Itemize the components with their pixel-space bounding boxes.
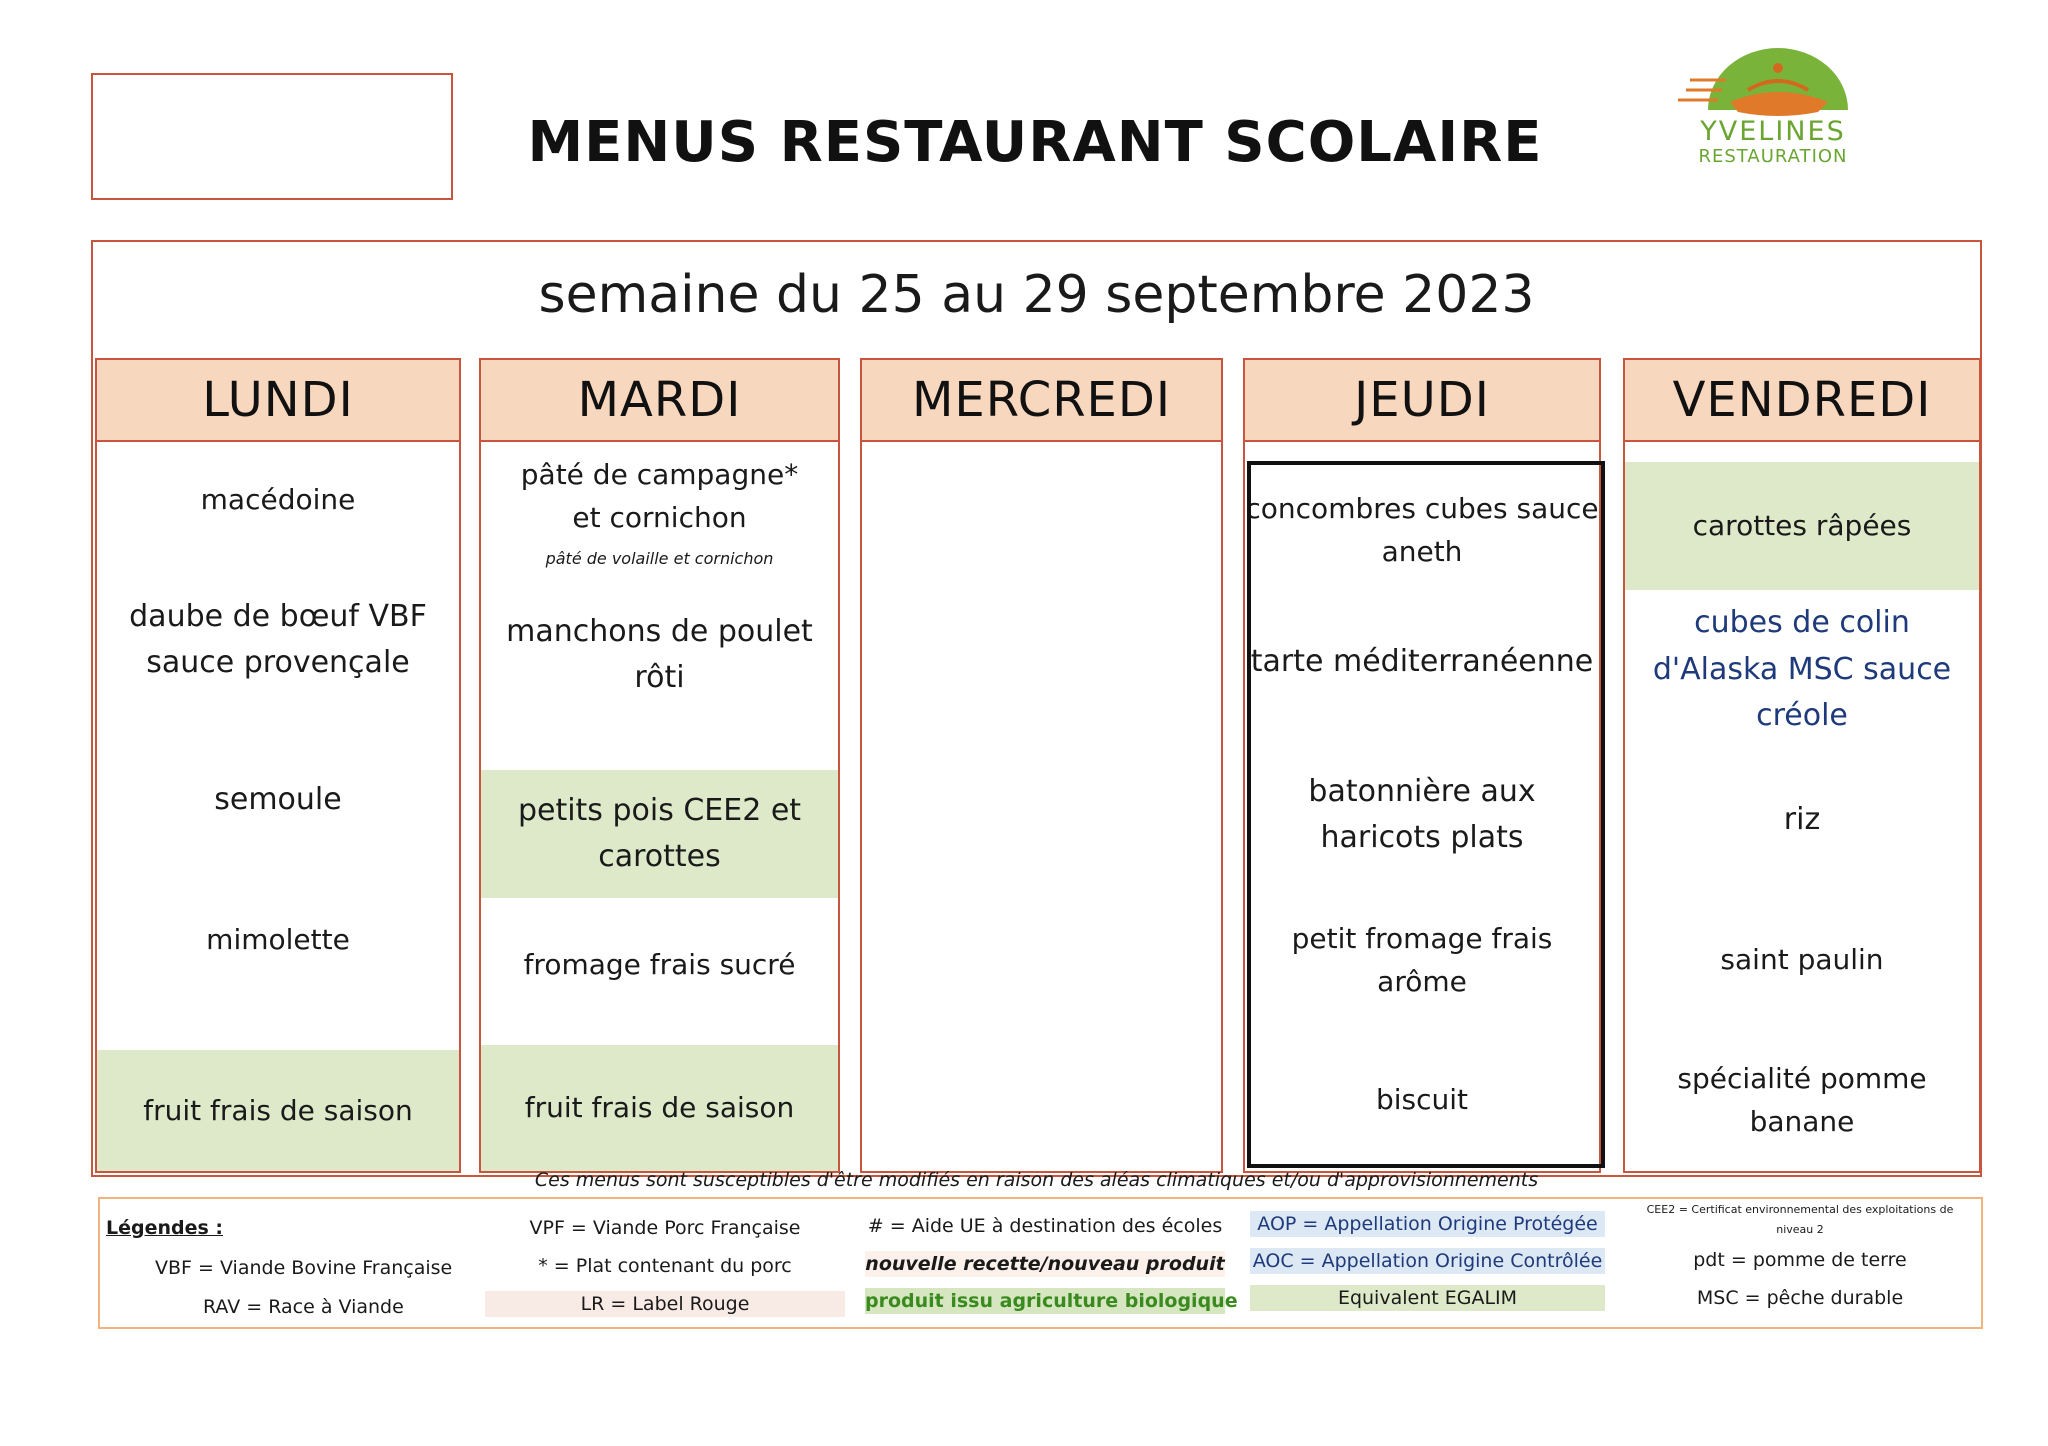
menu-item-side: riz [1783, 801, 1821, 837]
week-title: semaine du 25 au 29 septembre 2023 [538, 265, 1535, 325]
legend-vpf: VPF = Viande Porc Française [529, 1217, 801, 1239]
logo-text-yvelines: YVELINES [1700, 116, 1846, 147]
menu-item-cheese: fromage frais sucré [523, 948, 796, 982]
day-header: VENDREDI [1625, 360, 1979, 442]
day-column-lundi [95, 358, 461, 1173]
day-header: JEUDI [1245, 360, 1599, 442]
menu-item-cheese: saint paulin [1720, 943, 1884, 977]
menu-item-cheese: petit fromage frais arôme [1291, 921, 1553, 998]
menu-item-main: tarte méditerranéenne [1250, 644, 1594, 680]
menu-item-starter: concombres cubes sauce aneth [1245, 491, 1599, 568]
day-column-vendredi [1623, 358, 1981, 1173]
page-title: MENUS RESTAURANT SCOLAIRE [527, 110, 1543, 175]
menu-item-dessert: fruit frais de saison [481, 1045, 838, 1171]
day-header: LUNDI [97, 360, 459, 442]
legend-pdt: pdt = pomme de terre [1693, 1249, 1907, 1271]
legend-cee2-line2: niveau 2 [1776, 1223, 1824, 1236]
menu-item-dessert: fruit frais de saison [97, 1050, 459, 1171]
day-column-mercredi [860, 358, 1223, 1173]
legend-title: Légendes : [106, 1217, 224, 1239]
menu-item-dessert: biscuit [1375, 1083, 1469, 1117]
legend-egalim: Equivalent EGALIM [1250, 1285, 1605, 1311]
legend-label-rouge: LR = Label Rouge [485, 1291, 845, 1317]
legend-cee2-line1: CEE2 = Certificat environnemental des exploitations de [1646, 1203, 1954, 1216]
logo-text-restauration: RESTAURATION [1698, 146, 1848, 167]
menu-item-dessert: spécialité pomme banane [1677, 1061, 1927, 1138]
legend-rav: RAV = Race à Viande [203, 1296, 404, 1318]
legend-vbf: VBF = Viande Bovine Française [155, 1257, 453, 1279]
menu-item-main: cubes de colin d'Alaska MSC sauce créole [1652, 605, 1952, 734]
day-header: MERCREDI [862, 360, 1221, 442]
menu-item-main: manchons de poulet rôti [506, 613, 813, 695]
starter-main-text: pâté de campagne* et cornichon [520, 457, 799, 535]
menu-item-side: petits pois CEE2 et carottes [481, 770, 838, 898]
disclaimer: Ces menus sont susceptibles d'être modifiés en raison des aléas climatiques et/ou d'approvisionnements [534, 1169, 1539, 1191]
legend [98, 1197, 1983, 1329]
day-column-mardi [479, 358, 840, 1173]
legend-porc: * = Plat contenant du porc [538, 1255, 792, 1277]
menu-item-starter: macédoine [200, 483, 356, 517]
legend-aide-ue: # = Aide UE à destination des écoles [867, 1215, 1223, 1237]
legend-bio: produit issu agriculture biologique [865, 1290, 1238, 1312]
menu-item-side: semoule [214, 781, 342, 817]
starter-alternative-text: pâté de volaille et cornichon [545, 549, 774, 569]
legend-aop: AOP = Appellation Origine Protégée [1250, 1211, 1605, 1237]
menu-item-side: batonnière aux haricots plats [1308, 773, 1536, 855]
menu-item-starter: carottes râpées [1625, 462, 1979, 590]
jeudi-highlight-box [1247, 461, 1605, 1168]
name-box [91, 73, 453, 200]
legend-aoc: AOC = Appellation Origine Contrôlée [1250, 1248, 1605, 1274]
menu-item-main: daube de bœuf VBF sauce provençale [129, 598, 427, 680]
legend-nouvelle-recette: nouvelle recette/nouveau produit [865, 1253, 1225, 1275]
menu-item-starter [481, 445, 838, 580]
day-header: MARDI [481, 360, 838, 442]
legend-msc: MSC = pêche durable [1696, 1287, 1904, 1309]
menu-item-cheese: mimolette [206, 923, 350, 957]
